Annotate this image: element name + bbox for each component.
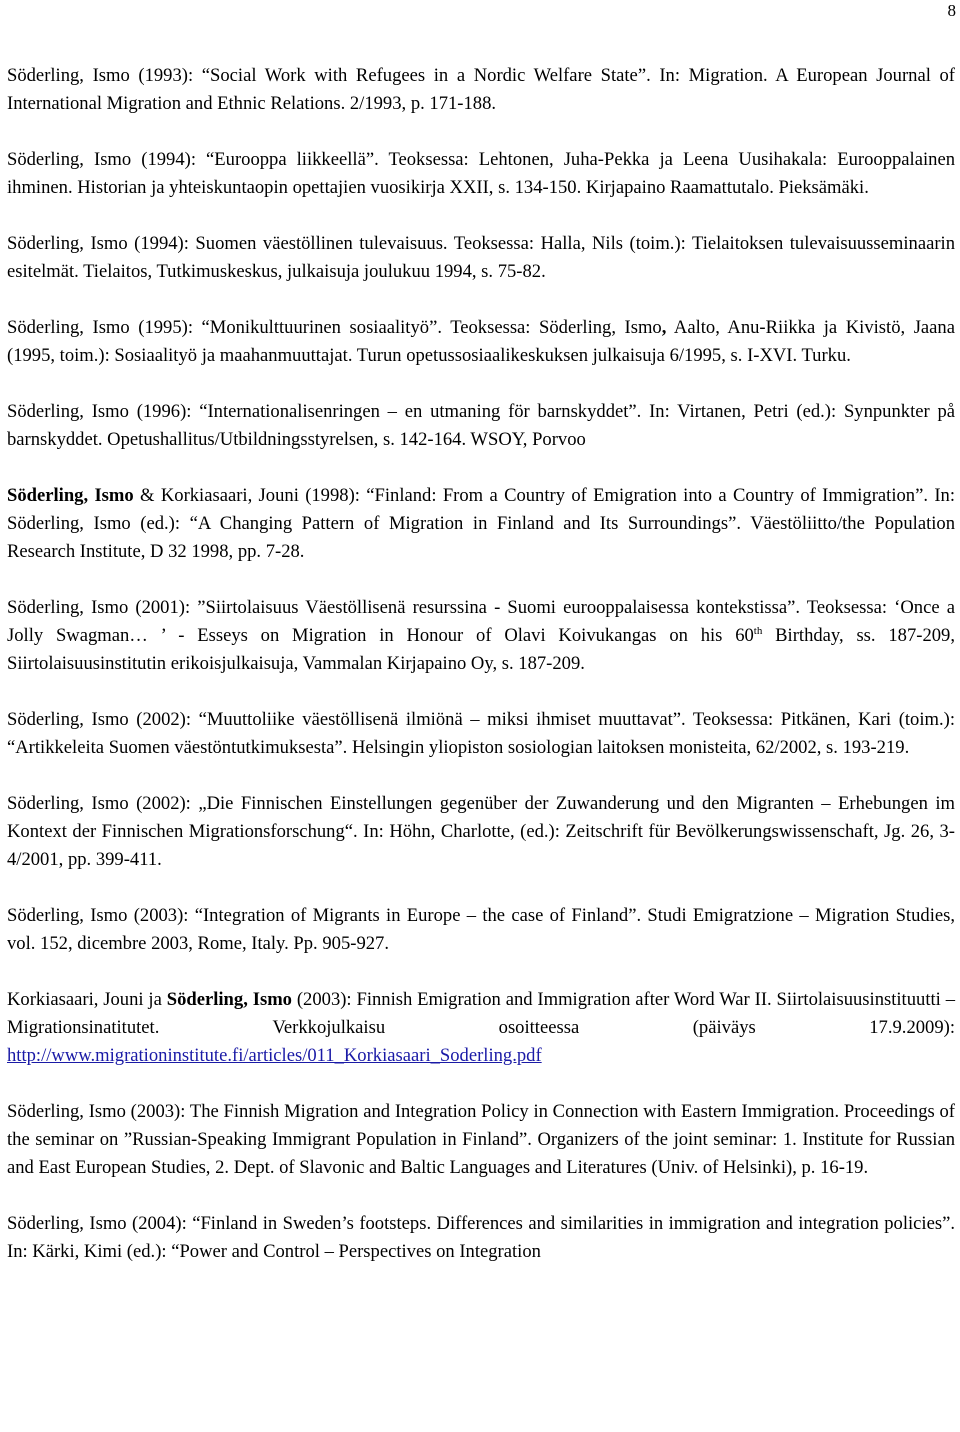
reference-item: Söderling, Ismo (2004): “Finland in Sweden’s footsteps. Differences and similarities in immigration and integration policies”. In: Kärki, Kimi (ed.): “Power and Control – Perspectives on Integration [7,1213,955,1262]
reference-item: Söderling, Ismo (2002): „Die Finnischen Einstellungen gegenüber der Zuwanderung und den Migranten – Erhebungen im Kontext der Finnischen Migrationsforschung“. In: Höhn, Charlotte, (ed.): Zeitschrift für Bevölkerungswissenschaft, Jg. 26, 3-4/2001, pp. 399-411. [7,793,955,870]
reference-item: Söderling, Ismo (2003): “Integration of Migrants in Europe – the case of Finland”. Studi Emigratzione – Migration Studies, vol. 152, dicembre 2003, Rome, Italy. Pp. 905-927. [7,905,955,954]
reference-item: Söderling, Ismo (1994): “Eurooppa liikkeellä”. Teoksessa: Lehtonen, Juha-Pekka ja Leena Uusihakala: Eurooppalainen ihminen. Historian ja yhteiskuntaopin opettajien vuosikirja XXII, s. 134-150. Kirjapaino Raamattutalo. Pieksämäki. [7,149,955,198]
page-number: 8 [947,1,956,20]
reference-item: Söderling, Ismo (2001): ”Siirtolaisuus Väestöllisenä resurssina - Suomi eurooppalaisessa kontekstissa”. Teoksessa: ‘Once a Jolly Swagman… ’ - Esseys on Migration in Honour of Olavi Koivukangas on his 60th Birthday, ss. 187-209, Siirtolaisuusinstitutin erikoisjulkaisuja, Vammalan Kirjapaino Oy, s. 187-209. [7,597,955,674]
reference-item: Söderling, Ismo & Korkiasaari, Jouni (1998): “Finland: From a Country of Emigration into a Country of Immigration”. In: Söderling, Ismo (ed.): “A Changing Pattern of Migration in Finland and Its Surroundings”. Väestöliitto/the Population Research Institute, D 32 1998, pp. 7-28. [7,485,955,562]
reference-item: Söderling, Ismo (1994): Suomen väestöllinen tulevaisuus. Teoksessa: Halla, Nils (toim.): Tielaitoksen tulevaisuusseminaarin esitelmät. Tielaitos, Tutkimuskeskus, julkaisuja joulukuu 1994, s. 75-82. [7,233,955,282]
reference-link[interactable]: http://www.migrationinstitute.fi/articles/011_Korkiasaari_Soderling.pdf [7,1045,542,1066]
reference-item: Söderling, Ismo (1996): “Internationalisenringen – en utmaning för barnskyddet”. In: Virtanen, Petri (ed.): Synpunkter på barnskyddet. Opetushallitus/Utbildningsstyrelsen, s. 142-164. WSOY, Porvoo [7,401,955,450]
reference-item: Korkiasaari, Jouni ja Söderling, Ismo (2003): Finnish Emigration and Immigration after Word War II. Siirtolaisuusinstituutti – Migrationsinatitutet. Verkkojulkaisu osoitteessa (päiväys 17.9.2009): http://www.migrationinstitute.fi/articles/011_Korkiasaari_Soderling.pdf [7,989,955,1066]
reference-item: Söderling, Ismo (2003): The Finnish Migration and Integration Policy in Connection with Eastern Immigration. Proceedings of the seminar on ”Russian-Speaking Immigrant Population in Finland”. Organizers of the joint seminar: 1. Institute for Russian and East European Studies, 2. Dept. of Slavonic and Baltic Languages and Literatures (Univ. of Helsinki), p. 16-19. [7,1101,955,1178]
reference-item: Söderling, Ismo (1995): “Monikulttuurinen sosiaalityö”. Teoksessa: Söderling, Ismo, Aalto, Anu-Riikka ja Kivistö, Jaana (1995, toim.): Sosiaalityö ja maahanmuuttajat. Turun opetussosiaalikeskuksen julkaisuja 6/1995, s. I-XVI. Turku. [7,317,955,366]
reference-list [7,62,955,1294]
author-bold: Söderling, Ismo [7,485,134,506]
author-bold: Söderling, Ismo [166,989,292,1010]
reference-item: Söderling, Ismo (1993): “Social Work with Refugees in a Nordic Welfare State”. In: Migration. A European Journal of International Migration and Ethnic Relations. 2/1993, p. 171-188. [7,65,955,114]
reference-item: Söderling, Ismo (2002): “Muuttoliike väestöllisenä ilmiönä – miksi ihmiset muuttavat”. Teoksessa: Pitkänen, Kari (toim.): “Artikkeleita Suomen väestöntutkimuksesta”. Helsingin yliopiston sosiologian laitoksen monisteita, 62/2002, s. 193-219. [7,709,955,758]
